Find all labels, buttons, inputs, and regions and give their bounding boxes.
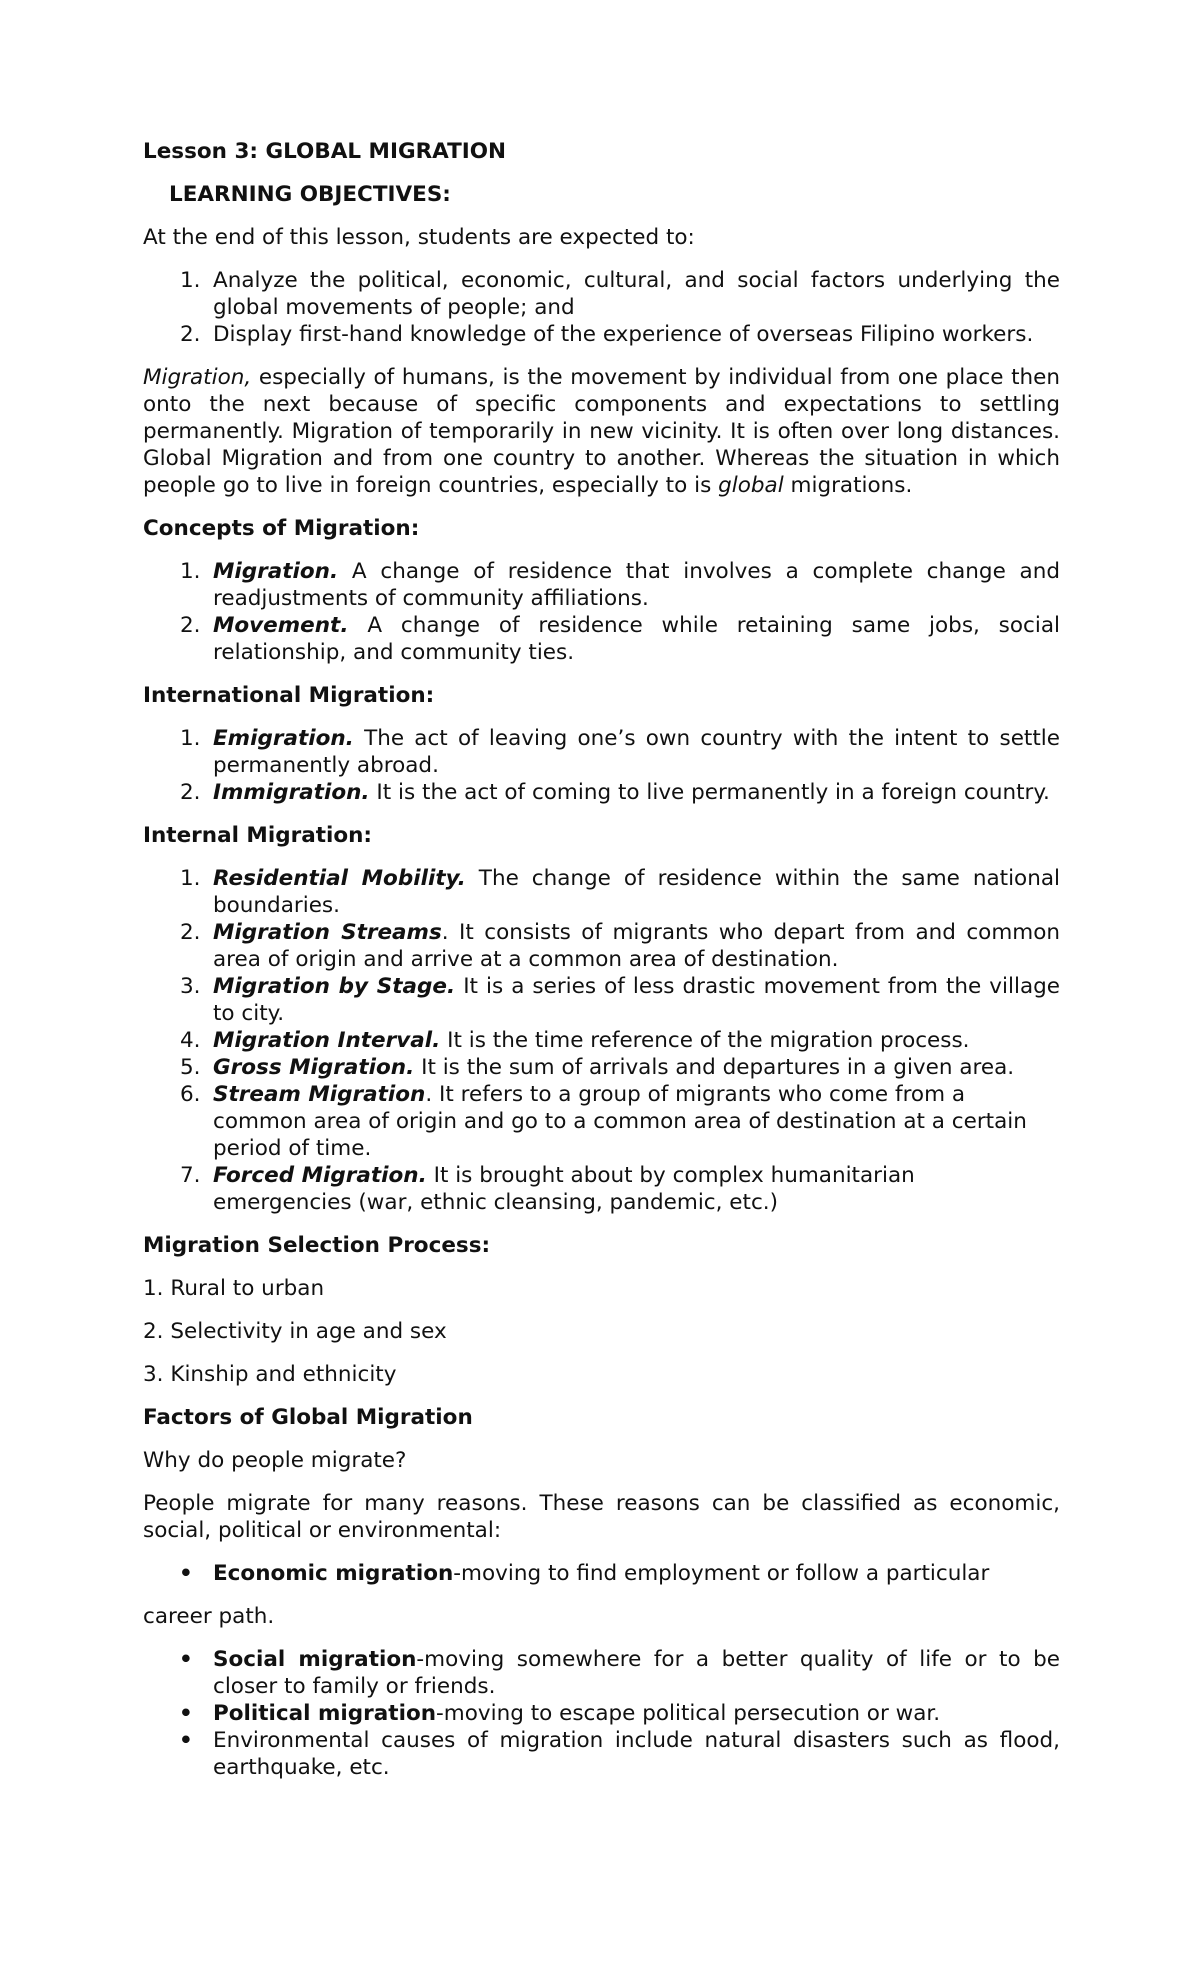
document-page [143, 138, 1060, 1797]
list-item: 3. Migration by Stage. It is a series of less drastic movement from the village to city. [180, 974, 1060, 1026]
bullet-icon: • [179, 1701, 193, 1726]
concepts-heading: Concepts of Migration: [143, 516, 420, 541]
list-item: 1. Analyze the political, economic, cultural, and social factors underlying the global movements of people; and [180, 268, 1060, 320]
list-item: • Political migration-moving to escape political persecution or war. [179, 1701, 941, 1726]
list-item: 5. Gross Migration. It is the sum of arrivals and departures in a given area. [180, 1055, 1015, 1080]
list-item: 1. Emigration. The act of leaving one’s own country with the intent to settle permanently abroad. [180, 726, 1060, 778]
internal-list [143, 865, 1060, 1216]
selection-item: 2. Selectivity in age and sex [143, 1319, 447, 1344]
concepts-list [143, 558, 1060, 666]
factors-bullet-list [143, 1646, 1060, 1781]
list-item: 1. Residential Mobility. The change of residence within the same national boundaries. [180, 866, 1060, 918]
factors-heading: Factors of Global Migration [143, 1405, 473, 1430]
factors-question: Why do people migrate? [143, 1448, 407, 1473]
bullet-icon: • [179, 1728, 193, 1753]
objectives-list [143, 267, 1060, 348]
internal-heading: Internal Migration: [143, 823, 373, 848]
intro-paragraph: Migration, especially of humans, is the movement by individual from one place then onto the next because of specific components and expectations to settling permanently. Migration of temporarily in new vicinity. It is often over long distances. Global Migration and from one country to another. Whereas the situation in which people go to live in foreign countries, especially to is global migrations. [143, 365, 1060, 498]
list-item: 7. Forced Migration. It is brought about by complex humanitarian emergencies (war, ethnic cleansing, pandemic, etc.) [180, 1163, 915, 1215]
list-item: 2. Immigration. It is the act of coming to live permanently in a foreign country. [180, 780, 1050, 805]
factors-intro: People migrate for many reasons. These reasons can be classified as economic, social, political or environmental: [143, 1491, 1060, 1543]
objectives-heading: LEARNING OBJECTIVES: [169, 182, 451, 207]
selection-item: 1. Rural to urban [143, 1276, 325, 1301]
list-item: 2. Migration Streams. It consists of migrants who depart from and common area of origin and arrive at a common area of destination. [180, 920, 1060, 972]
bullet-icon: • [179, 1561, 193, 1586]
list-item: • Economic migration-moving to find employment or follow a particular [179, 1561, 990, 1586]
bullet-icon: • [179, 1647, 193, 1672]
selection-item: 3. Kinship and ethnicity [143, 1362, 397, 1387]
objectives-intro: At the end of this lesson, students are expected to: [143, 225, 695, 250]
lesson-title: Lesson 3: GLOBAL MIGRATION [143, 139, 507, 164]
economic-bullet-list [143, 1560, 1060, 1587]
international-heading: International Migration: [143, 683, 435, 708]
economic-continuation: career path. [143, 1604, 275, 1629]
list-item: 1. Migration. A change of residence that involves a complete change and readjustments of community affiliations. [180, 559, 1060, 611]
list-item: 2. Movement. A change of residence while retaining same jobs, social relationship, and community ties. [180, 613, 1060, 665]
list-item: 4. Migration Interval. It is the time reference of the migration process. [180, 1028, 970, 1053]
list-item: 2. Display first-hand knowledge of the experience of overseas Filipino workers. [180, 322, 1034, 347]
selection-heading: Migration Selection Process: [143, 1233, 491, 1258]
list-item: • Environmental causes of migration include natural disasters such as flood, earthquake, etc. [179, 1728, 1060, 1780]
list-item: • Social migration-moving somewhere for a better quality of life or to be closer to family or friends. [179, 1647, 1060, 1699]
list-item: 6. Stream Migration. It refers to a group of migrants who come from a common area of origin and go to a common area of destination at a certain period of time. [180, 1082, 1027, 1161]
international-list [143, 725, 1060, 806]
